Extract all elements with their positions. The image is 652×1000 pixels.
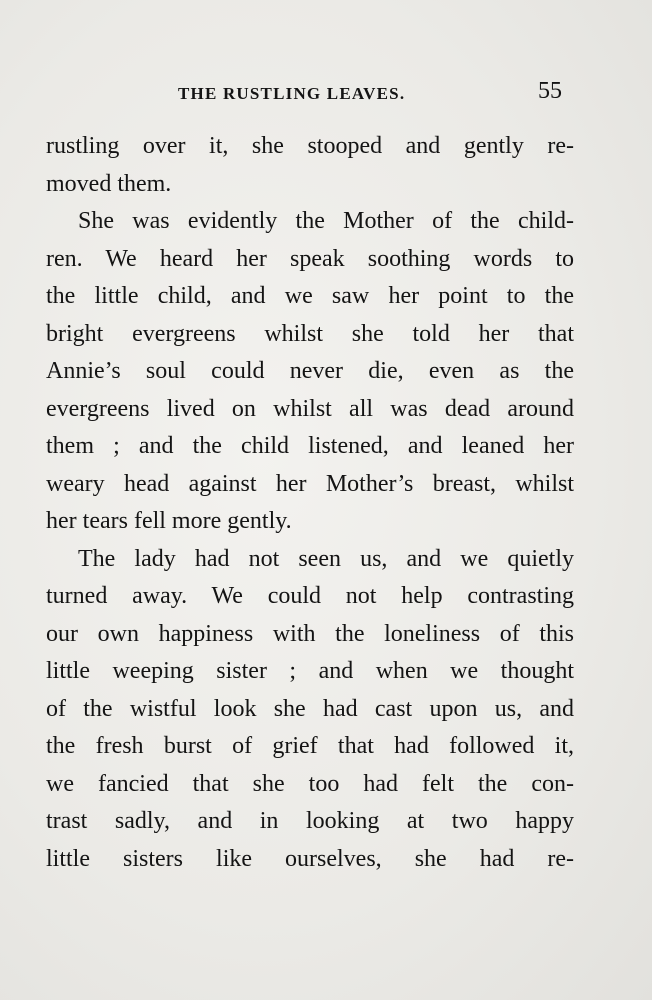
running-title: THE RUSTLING LEAVES. <box>178 84 406 103</box>
text-line: Annie’s soul could never die, even as the <box>46 358 574 384</box>
text-line: rustling over it, she stooped and gently re- <box>46 133 574 159</box>
text-line: them ; and the child listened, and leaned her <box>46 433 574 459</box>
running-head <box>0 80 652 104</box>
text-line: evergreens lived on whilst all was dead around <box>46 395 574 422</box>
text-line: The lady had not seen us, and we quietly <box>78 545 574 572</box>
text-line: her tears fell more gently. <box>46 508 292 534</box>
text-line: little sisters like ourselves, she had re- <box>46 845 574 872</box>
text-line: the fresh burst of grief that had followed it, <box>46 733 574 759</box>
text-line: the little child, and we saw her point to the <box>46 283 574 309</box>
text-line: turned away. We could not help contrasting <box>46 583 574 609</box>
text-line: She was evidently the Mother of the child- <box>78 208 574 234</box>
body-text <box>46 128 574 878</box>
text-line: little weeping sister ; and when we thought <box>46 658 574 684</box>
page-number: 55 <box>538 78 562 104</box>
text-line: our own happiness with the loneliness of this <box>46 620 574 647</box>
text-line: we fancied that she too had felt the con- <box>46 770 574 797</box>
text-line: moved them. <box>46 170 172 197</box>
text-line: bright evergreens whilst she told her that <box>46 320 574 347</box>
text-line: weary head against her Mother’s breast, whilst <box>46 470 574 497</box>
text-line: ren. We heard her speak soothing words to <box>46 245 574 272</box>
text-line: trast sadly, and in looking at two happy <box>46 808 574 834</box>
text-line: of the wistful look she had cast upon us, and <box>46 695 574 722</box>
